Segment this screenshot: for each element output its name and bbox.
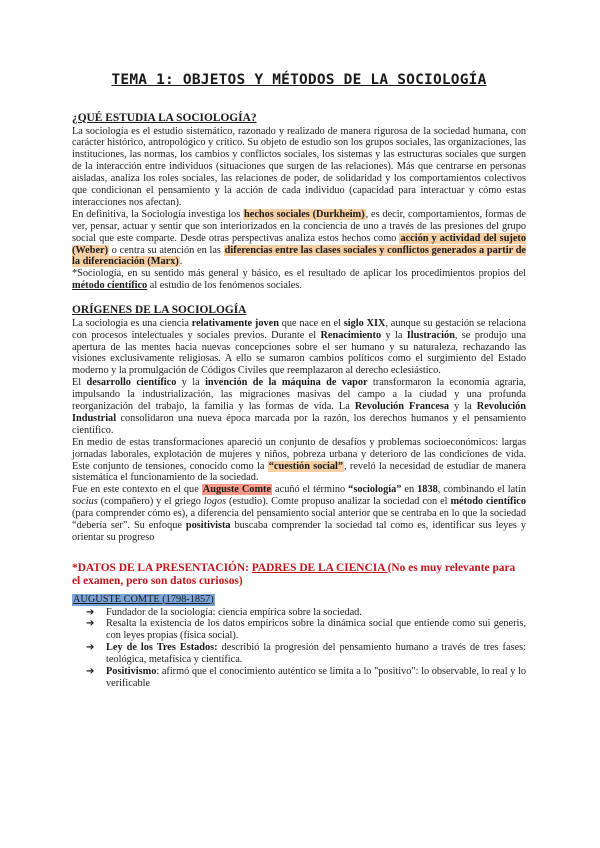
text-run: En definitiva, la Sociología investiga los (72, 208, 244, 220)
text-run: o centra su atención en las (109, 244, 224, 256)
highlight-cuestion-social: “cuestión social” (268, 460, 344, 472)
text-run: . (179, 256, 183, 268)
italic-run: socius (72, 496, 98, 508)
underlined-run: PADRES DE LA CIENCIA (251, 561, 388, 574)
text-run: (para comprender cómo es), a diferencia del pensamiento social anterior que se centraba en lo que la sociedad “debería ser”. Su enfoque (72, 508, 526, 532)
arrow-right-icon: ➔ (86, 606, 95, 618)
bold-run: positivista (185, 520, 231, 532)
section-heading-que-estudia: ¿QUÉ ESTUDIA LA SOCIOLOGÍA? (72, 112, 257, 124)
italic-run: logos (203, 496, 227, 508)
paragraph-origenes-3 (72, 437, 526, 485)
text-run: Fue en este contexto en el que (72, 484, 202, 496)
comte-facts-list (72, 607, 526, 690)
document-page (72, 72, 526, 690)
paragraph-note (72, 268, 526, 292)
bold-run: Renacimiento (320, 329, 382, 341)
bold-run: siglo XIX (343, 317, 386, 329)
bold-run: Revolución Francesa (354, 401, 450, 413)
text-run: transformaron la economía agraria, impulsando la industrialización, las migraciones masivas del campo a la ciudad y una profunda reorganización del trabajo, la familia y las formas de vida. La (72, 377, 526, 413)
paragraph-origenes-1 (72, 318, 526, 378)
bold-run: Ley de los Tres Estados: (106, 642, 218, 654)
text-run: Resalta la existencia de los datos empíricos sobre la dinámica social que entiende como sui generis, con leyes propias (física social). (106, 618, 526, 642)
text-run: al estudio de los fenómenos sociales. (147, 280, 302, 292)
bold-run: relativamente joven (191, 317, 279, 329)
text-run: describió la progresión del pensamiento humano a través de tres fases: teológica, metafísica y científica. (106, 642, 527, 666)
text-run: que nace en el (278, 317, 344, 329)
text-run: , reveló la necesidad de estudiar de manera sistemática el funcionamiento de la sociedad. (72, 460, 526, 484)
paragraph-origenes-2 (72, 377, 526, 437)
highlight-auguste-comte: Auguste Comte (202, 484, 272, 496)
bold-run: Positivismo (106, 666, 157, 678)
spacer (72, 544, 526, 556)
subheading-auguste-comte: AUGUSTE COMTE (1798-1857) (73, 593, 214, 605)
text-run: y la (176, 377, 206, 389)
text-run: *Sociología, en su sentido más general y básico, es el resultado de aplicar los procedimientos propios del (72, 268, 526, 280)
text-run: acuñó el término (272, 484, 349, 496)
text-run: (compañero) y el griego (97, 496, 204, 508)
highlight-marx: diferencias entre las clases sociales y conflictos generados a partir de la diferenciación (Marx) (72, 244, 526, 268)
text-run: : afirmó que el conocimiento auténtico se limita a lo "positivo": lo observable, lo real y lo verificable (106, 666, 526, 689)
text-run: (estudio). Comte propuso analizar la sociedad con el (226, 496, 451, 508)
text-run: (No es muy relevante para el examen, pero son datos curiosos) (72, 561, 516, 588)
paragraph-origenes-4 (72, 484, 526, 544)
text-run: y la (449, 401, 477, 413)
highlight-durkheim: hechos sociales (Durkheim) (244, 208, 365, 220)
underlined-metodo-cientifico: método científico (72, 280, 148, 292)
bold-run: Ilustración (406, 329, 455, 341)
section-heading-origenes: ORÍGENES DE LA SOCIOLOGÍA (72, 304, 247, 317)
bold-run: invención de la máquina de vapor (205, 377, 368, 389)
bold-run: método científico (450, 496, 527, 508)
bold-run: Revolución Industrial (72, 401, 526, 424)
text-run: , combinando el latín (437, 484, 527, 496)
page-title: TEMA 1: OBJETOS Y MÉTODOS DE LA SOCIOLOGÍA (111, 72, 487, 88)
text-run: , se produjo una apertura de las mentes hacia nuevas concepciones sobre el ser humano y su naturaleza, rechazando las visiones exclusivamente religiosas. A ello se sumaron cambios políticos como el surgimiento del Estado moderno y la promulgación de Códigos Civiles que reemplazaron al derecho eclesiástico. (72, 329, 526, 377)
text-run: En medio de estas transformaciones apareció un conjunto de desafíos y problemas socioeconómicos: largas jornadas laborales, explotación de mujeres y niños, pobreza urbana y deterioro de las condiciones de vida. Este conjunto de tensiones, conocido como la (72, 436, 526, 472)
list-item (86, 618, 526, 642)
bold-run: “sociología” (348, 484, 402, 496)
text-run: *DATOS DE LA PRESENTACIÓN: (72, 561, 252, 574)
arrow-right-icon: ➔ (86, 642, 95, 654)
bold-run: 1838 (417, 484, 438, 496)
text-run: El (72, 377, 87, 389)
spacer (72, 292, 526, 304)
arrow-right-icon: ➔ (86, 618, 95, 630)
text-run: y la (381, 329, 407, 341)
text-run: en (401, 484, 418, 496)
presentation-data-heading (72, 562, 526, 589)
text-run: , aunque su gestación se relaciona con procesos intelectuales y sociales previos. Durante el (72, 317, 527, 341)
arrow-right-icon: ➔ (86, 666, 95, 678)
highlight-weber: acción y actividad del sujeto (Weber) (72, 232, 526, 256)
paragraph-definition: La sociología es el estudio sistemático, razonado y realizado de manera rigurosa de la sociedad humana, con carácter histórico, antropológico y crítico. Su objeto de estudio son los grupos sociales, las organizaciones, las instituciones, las normas, los cambios y conflictos sociales, los sistemas y las estructuras sociales que surgen de la interacción entre individuos (situaciones que surgen de las relaciones). Más que centrarse en personas aisladas, analiza los roles sociales, las relaciones de poder, de solidaridad y los comportamientos colectivos que condicionan el pensamiento y la acción de cada individuo (capacidad para interactuar y cómo estas interacciones nos afectan). (72, 125, 526, 208)
list-item (86, 666, 526, 690)
bold-run: desarrollo científico (86, 377, 177, 389)
text-run: La sociología es una ciencia (72, 317, 192, 329)
text-run: Fundador de la sociología: ciencia empírica sobre la sociedad. (106, 606, 362, 618)
text-run: buscaba comprender la sociedad tal como es, identificar sus leyes y orientar su progreso (72, 520, 527, 543)
list-item (86, 607, 526, 619)
text-run: , es decir, comportamientos, formas de ver, pensar, actuar y sentir que son interiorizados en la conciencia de uno a través de las presiones del grupo social que este comparte. Desde otras perspectivas analiza estos hechos como (72, 208, 527, 244)
paragraph-en-definitiva (72, 209, 526, 269)
list-item (86, 642, 526, 666)
text-run: consolidaron una nueva época marcada por la razón, los derechos humanos y el pensamiento científico. (72, 412, 526, 436)
